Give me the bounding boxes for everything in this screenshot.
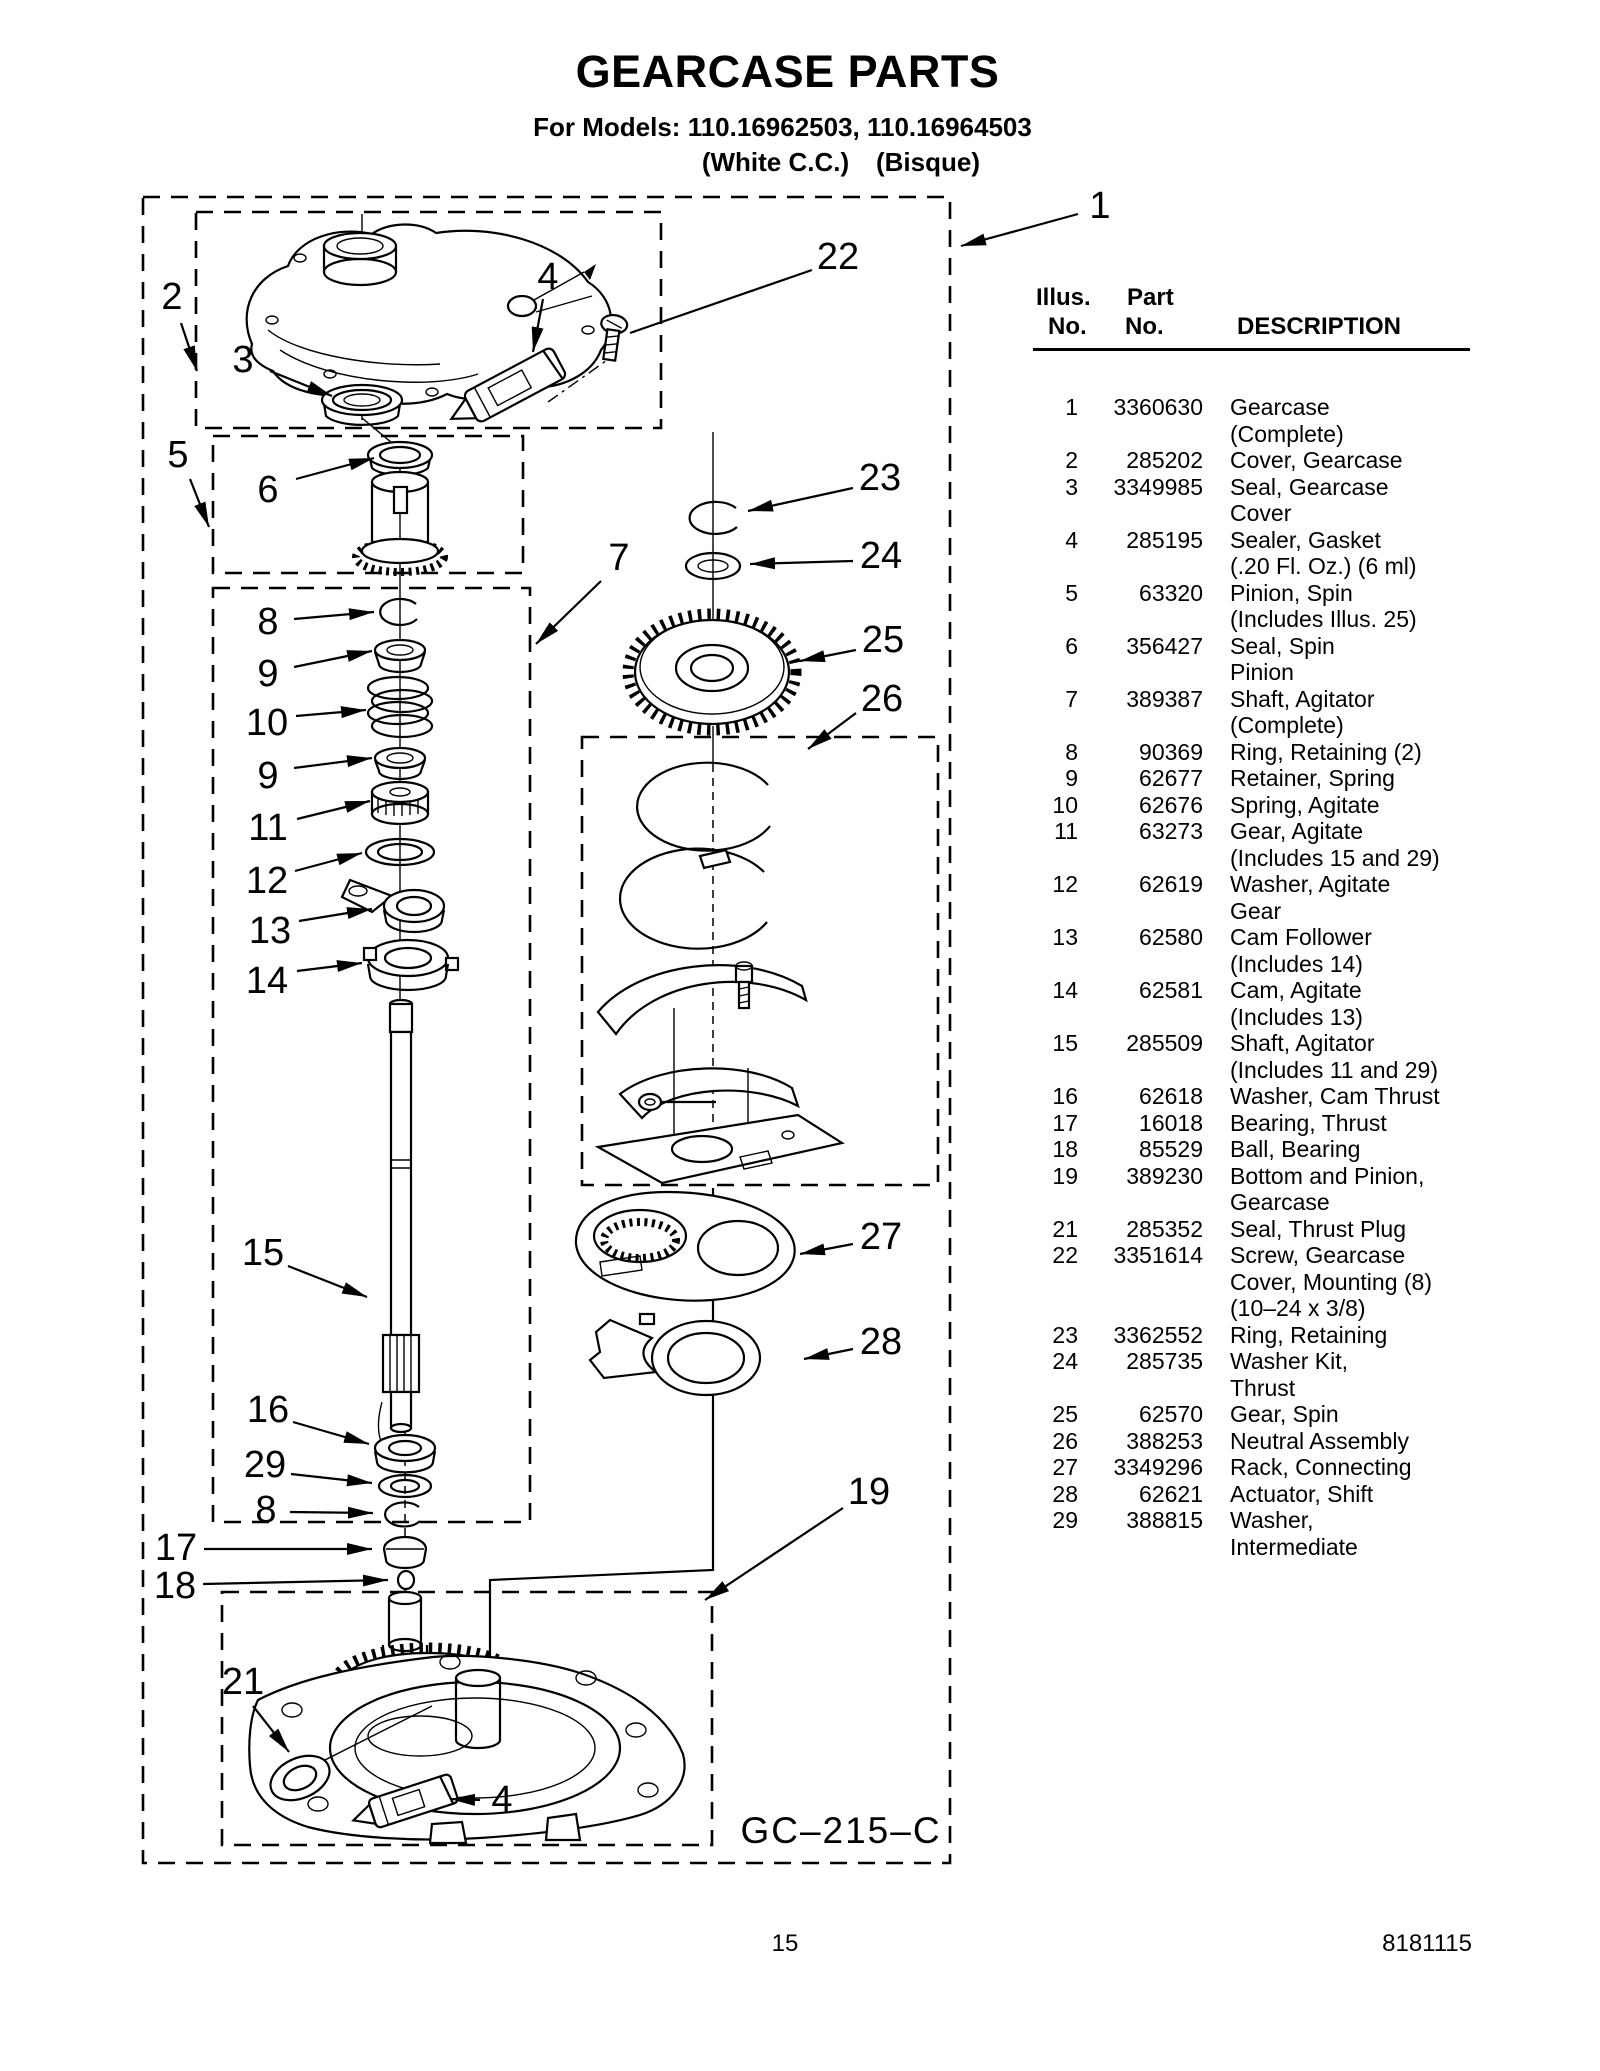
callout-leader-2 bbox=[181, 323, 197, 371]
illus-no-cell: 7 bbox=[1065, 685, 1078, 712]
bearing-ball-drawing bbox=[398, 1571, 414, 1589]
illus-no-cell: 29 bbox=[1052, 1507, 1078, 1533]
callout-number-21: 21 bbox=[221, 1661, 265, 1703]
description-cell: Screw, Gearcase Cover, Mounting (8) (10–24 x 3/8) bbox=[1230, 1242, 1432, 1321]
illus-no-cell: 9 bbox=[1065, 765, 1078, 791]
illus-no-cell: 10 bbox=[1052, 791, 1078, 818]
callout-number-6: 6 bbox=[257, 469, 279, 511]
illus-no-cell: 16 bbox=[1052, 1083, 1078, 1109]
description-cell: Washer, Cam Thrust bbox=[1230, 1083, 1440, 1109]
callout-number-15: 15 bbox=[241, 1232, 285, 1274]
description-cell: Pinion, Spin (Includes Illus. 25) bbox=[1230, 579, 1417, 632]
part-no-cell: 388815 bbox=[1126, 1507, 1203, 1533]
part-no-cell: 389387 bbox=[1126, 685, 1203, 712]
agitator-shaft-drawing bbox=[383, 1000, 419, 1432]
part-no-cell: 389230 bbox=[1126, 1162, 1203, 1189]
callout-leader-18 bbox=[203, 1580, 388, 1584]
callout-number-25: 25 bbox=[861, 619, 905, 661]
part-no-cell: 285735 bbox=[1126, 1348, 1203, 1374]
callout-number-24: 24 bbox=[859, 535, 903, 577]
description-cell: Cam, Agitate (Includes 13) bbox=[1230, 977, 1363, 1030]
callout-number-13: 13 bbox=[248, 910, 292, 952]
description-cell: Rack, Connecting bbox=[1230, 1454, 1412, 1480]
col-header-description: DESCRIPTION bbox=[1237, 313, 1402, 340]
illus-no-cell: 11 bbox=[1054, 818, 1078, 844]
connecting-rack-drawing bbox=[576, 1192, 795, 1301]
description-cell: Washer, Intermediate bbox=[1230, 1507, 1358, 1560]
part-no-cell: 62580 bbox=[1139, 924, 1203, 950]
callout-number-26: 26 bbox=[860, 678, 904, 720]
description-cell: Ring, Retaining (2) bbox=[1230, 738, 1422, 765]
callout-number-23: 23 bbox=[858, 457, 902, 499]
callout-number-14: 14 bbox=[245, 960, 289, 1002]
callout-number-28: 28 bbox=[859, 1321, 903, 1363]
part-no-cell: 90369 bbox=[1139, 738, 1203, 765]
callout-number-4: 4 bbox=[537, 256, 559, 298]
callout-leader-5 bbox=[190, 479, 209, 527]
illus-no-cell: 25 bbox=[1052, 1401, 1078, 1427]
gearcase-bottom-drawing bbox=[249, 1592, 684, 1843]
description-cell: Gear, Agitate (Includes 15 and 29) bbox=[1230, 818, 1440, 871]
neutral-assembly-group-box bbox=[582, 737, 938, 1185]
callout-leader-19 bbox=[705, 1508, 843, 1600]
callout-number-8: 8 bbox=[255, 1489, 277, 1531]
part-no-cell: 388253 bbox=[1126, 1427, 1203, 1454]
part-no-cell: 3360630 bbox=[1113, 394, 1203, 420]
callout-leader-6 bbox=[296, 458, 374, 479]
part-no-cell: 62618 bbox=[1139, 1083, 1203, 1109]
illus-no-cell: 6 bbox=[1065, 632, 1078, 659]
description-cell: Gearcase (Complete) bbox=[1230, 394, 1344, 447]
description-cell: Actuator, Shift bbox=[1230, 1480, 1374, 1507]
part-no-cell: 356427 bbox=[1126, 632, 1203, 659]
part-no-cell: 285509 bbox=[1126, 1030, 1203, 1056]
description-cell: Washer, Agitate Gear bbox=[1230, 871, 1391, 924]
callout-number-4: 4 bbox=[491, 1779, 513, 1821]
callout-leader-9 bbox=[294, 758, 372, 768]
color-option-white: (White C.C.) bbox=[701, 147, 850, 177]
col-header-part: Part bbox=[1127, 284, 1174, 311]
illus-no-cell: 17 bbox=[1052, 1109, 1078, 1136]
part-no-cell: 3351614 bbox=[1113, 1242, 1203, 1268]
spin-gear-drawing bbox=[628, 614, 796, 730]
illus-no-cell: 3 bbox=[1065, 473, 1078, 500]
col-header-illus: Illus. bbox=[1036, 284, 1091, 311]
callout-leader-12 bbox=[295, 853, 362, 871]
callout-leader-16 bbox=[293, 1422, 369, 1444]
callout-number-7: 7 bbox=[608, 537, 630, 579]
callout-number-5: 5 bbox=[167, 434, 189, 476]
shift-actuator-drawing bbox=[590, 1314, 760, 1395]
illus-no-cell: 27 bbox=[1052, 1454, 1078, 1480]
callout-leader-13 bbox=[299, 909, 372, 921]
callout-leader-29 bbox=[291, 1474, 372, 1483]
retaining-ring-upper-drawing bbox=[380, 599, 417, 625]
part-no-cell: 62677 bbox=[1139, 765, 1203, 791]
illus-no-cell: 23 bbox=[1052, 1321, 1078, 1348]
callout-leader-4 bbox=[450, 1799, 480, 1800]
part-no-cell: 3349296 bbox=[1113, 1454, 1203, 1480]
callout-number-9: 9 bbox=[257, 653, 279, 695]
callout-number-19: 19 bbox=[847, 1471, 891, 1513]
illus-no-cell: 12 bbox=[1052, 871, 1078, 897]
description-cell: Cover, Gearcase bbox=[1230, 447, 1403, 473]
page-title: GEARCASE PARTS bbox=[575, 46, 1000, 97]
illus-no-cell: 13 bbox=[1052, 924, 1078, 950]
part-no-cell: 3349985 bbox=[1113, 473, 1203, 500]
description-cell: Seal, Spin Pinion bbox=[1230, 632, 1335, 685]
callout-leader-27 bbox=[800, 1244, 853, 1254]
cam-follower-drawing bbox=[342, 880, 444, 932]
callout-number-9: 9 bbox=[257, 755, 279, 797]
callout-leader-26 bbox=[808, 713, 856, 749]
callout-number-18: 18 bbox=[153, 1565, 197, 1607]
illus-no-cell: 4 bbox=[1065, 526, 1078, 553]
callout-leader-24 bbox=[750, 561, 853, 564]
part-no-cell: 285202 bbox=[1126, 447, 1203, 473]
col-header-illus-no: No. bbox=[1048, 313, 1087, 340]
part-no-cell: 62621 bbox=[1139, 1480, 1203, 1507]
callout-leader-25 bbox=[800, 650, 856, 661]
illus-no-cell: 14 bbox=[1052, 977, 1078, 1003]
part-no-cell: 62619 bbox=[1139, 871, 1203, 897]
callout-leader-8 bbox=[290, 1512, 373, 1513]
description-cell: Shaft, Agitator (Includes 11 and 29) bbox=[1230, 1030, 1438, 1083]
callout-number-29: 29 bbox=[243, 1444, 287, 1486]
dashed-group-boxes bbox=[143, 197, 950, 1863]
illus-no-cell: 2 bbox=[1065, 447, 1078, 473]
callout-leader-14 bbox=[297, 963, 362, 971]
color-option-bisque: (Bisque) bbox=[876, 147, 980, 177]
description-cell: Neutral Assembly bbox=[1230, 1427, 1409, 1454]
part-no-cell: 16018 bbox=[1139, 1109, 1203, 1136]
callout-leader-10 bbox=[296, 710, 366, 716]
callout-number-3: 3 bbox=[232, 339, 254, 381]
callout-leader-28 bbox=[804, 1349, 853, 1359]
part-no-cell: 85529 bbox=[1139, 1136, 1203, 1162]
description-cell: Spring, Agitate bbox=[1230, 791, 1380, 818]
outer-assembly-box bbox=[143, 197, 950, 1863]
description-cell: Ring, Retaining bbox=[1230, 1321, 1388, 1348]
part-no-cell: 285195 bbox=[1126, 526, 1203, 553]
illus-no-cell: 15 bbox=[1052, 1030, 1078, 1056]
part-no-cell: 3362552 bbox=[1113, 1321, 1203, 1348]
col-header-part-no: No. bbox=[1125, 313, 1164, 340]
description-cell: Seal, Gearcase Cover bbox=[1230, 473, 1389, 526]
description-cell: Gear, Spin bbox=[1230, 1401, 1339, 1427]
illus-no-cell: 1 bbox=[1065, 394, 1078, 420]
description-cell: Bearing, Thrust bbox=[1230, 1109, 1387, 1136]
callout-number-12: 12 bbox=[245, 860, 289, 902]
callout-number-17: 17 bbox=[154, 1527, 198, 1569]
neutral-assembly-drawing bbox=[598, 763, 842, 1183]
description-cell: Bottom and Pinion, Gearcase bbox=[1230, 1162, 1425, 1215]
illus-no-cell: 28 bbox=[1052, 1480, 1078, 1507]
illus-no-cell: 21 bbox=[1052, 1215, 1078, 1242]
illus-no-cell: 18 bbox=[1052, 1136, 1078, 1162]
spin-pinion-drawing bbox=[356, 442, 444, 572]
callout-number-2: 2 bbox=[161, 276, 183, 318]
callout-leader-7 bbox=[536, 581, 601, 644]
description-cell: Ball, Bearing bbox=[1230, 1136, 1361, 1162]
part-no-cell: 285352 bbox=[1126, 1215, 1203, 1242]
part-no-cell: 62581 bbox=[1139, 977, 1203, 1003]
agitate-cam-drawing bbox=[364, 940, 458, 990]
callout-number-27: 27 bbox=[859, 1216, 903, 1258]
callout-leader-9 bbox=[294, 651, 372, 667]
diagram-code: GC–215–C bbox=[740, 1810, 942, 1851]
part-no-cell: 62570 bbox=[1139, 1401, 1203, 1427]
callout-number-8: 8 bbox=[257, 601, 279, 643]
callout-number-11: 11 bbox=[248, 807, 288, 849]
illus-no-cell: 19 bbox=[1052, 1162, 1078, 1189]
callout-number-22: 22 bbox=[816, 236, 860, 278]
callout-number-16: 16 bbox=[246, 1389, 290, 1431]
part-no-cell: 63320 bbox=[1139, 579, 1203, 606]
page-number: 15 bbox=[771, 1930, 799, 1957]
callout-leader-8 bbox=[294, 612, 374, 619]
illus-no-cell: 26 bbox=[1052, 1427, 1078, 1454]
models-subtitle: For Models: 110.16962503, 110.16964503 bbox=[533, 112, 1032, 142]
callout-number-1: 1 bbox=[1089, 185, 1111, 227]
description-cell: Sealer, Gasket (.20 Fl. Oz.) (6 ml) bbox=[1230, 526, 1417, 579]
description-cell: Cam Follower (Includes 14) bbox=[1230, 924, 1372, 977]
callout-number-10: 10 bbox=[245, 702, 289, 744]
description-cell: Washer Kit, Thrust bbox=[1230, 1348, 1349, 1401]
description-cell: Shaft, Agitator (Complete) bbox=[1230, 685, 1375, 738]
description-cell: Retainer, Spring bbox=[1230, 765, 1395, 791]
agitate-gear-drawing bbox=[372, 782, 428, 824]
illus-no-cell: 5 bbox=[1065, 579, 1078, 606]
document-number: 8181115 bbox=[1382, 1930, 1472, 1957]
callout-leader-15 bbox=[288, 1266, 367, 1297]
thrust-bearing-drawing bbox=[384, 1537, 426, 1568]
illus-no-cell: 24 bbox=[1052, 1348, 1078, 1374]
illus-no-cell: 8 bbox=[1065, 738, 1078, 765]
part-no-cell: 62676 bbox=[1139, 791, 1203, 818]
part-no-cell: 63273 bbox=[1139, 818, 1203, 844]
illus-no-cell: 22 bbox=[1052, 1242, 1078, 1268]
callout-leader-11 bbox=[297, 801, 370, 819]
callout-leader-1 bbox=[961, 214, 1078, 246]
callout-leader-23 bbox=[748, 488, 853, 511]
callout-leader-22 bbox=[630, 270, 812, 333]
description-cell: Seal, Thrust Plug bbox=[1230, 1215, 1407, 1242]
